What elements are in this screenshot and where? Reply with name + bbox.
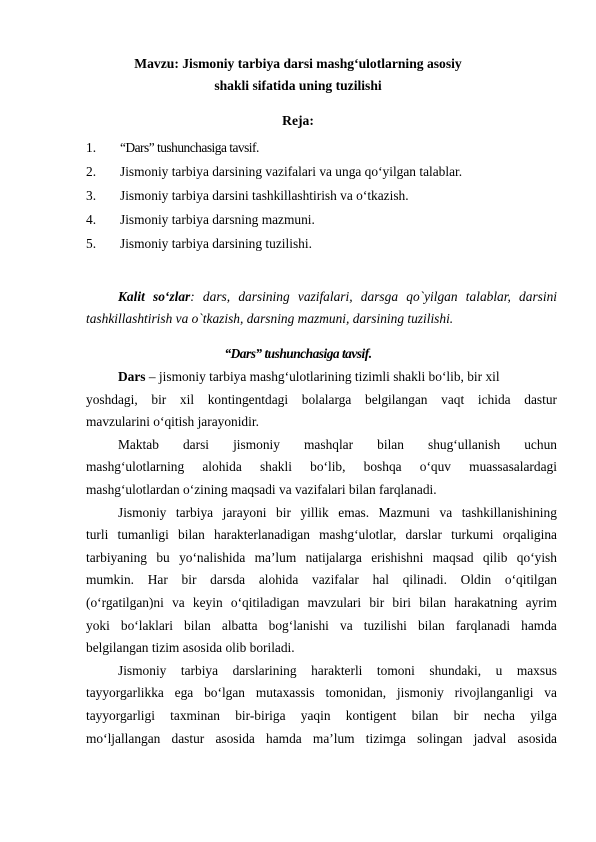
text-word: bu [156,549,170,565]
text-word: alohida [258,572,299,588]
text-line [86,660,557,683]
text-word: va [439,504,453,520]
plan-item-number: 5. [86,236,97,251]
body-text [86,366,557,750]
text-word: va [172,594,185,610]
text-word: qilib [482,549,508,565]
text-word: rivojlanganligi [454,685,534,701]
text-word: ma’lum [312,730,355,746]
section-title: “Dars” tushunchasiga tavsif. [224,346,372,361]
text-word: qo‘yish [516,549,557,565]
text-word: bilan [178,527,205,543]
text-word: o‘qitilgan [504,572,557,588]
title-line-1: Mavzu: Jismoniy tarbiya darsi mashg‘ulotlarning asosiy [134,56,462,71]
text-word: ichida [477,391,511,407]
text-line [86,434,557,457]
text-word: o‘quv [419,459,451,475]
text-line [86,682,557,705]
text-word: mutaxassis [255,685,315,701]
title-line-2: shakli sifatida uning tuzilishi [214,78,382,93]
text-word: bo‘lgan [204,685,245,701]
text-word: kontingentdagi [207,391,289,407]
text-word: jismoniy [396,685,444,701]
text-line [86,411,557,434]
text-word: bir [151,391,167,407]
text-word: solingan [417,730,463,746]
text-word: biri [392,594,412,610]
text-word: Har [147,572,168,588]
text-word: belgilangan [365,391,428,407]
text-word: farqlanadi [455,617,511,633]
text-word: u [495,662,503,678]
text-line-content: mashg‘ulotlardan o‘zining maqsadi va vazifalari bilan farqlanadi. [86,481,437,497]
text-word: tizimga [365,730,406,746]
text-word: alohida [202,459,242,475]
text-word: Jismoniy [118,504,167,520]
text-word: shug‘ullanish [428,436,501,452]
text-word: tarbiya [175,504,214,520]
text-line [86,366,557,389]
text-word: bir-biriga [235,707,286,723]
text-word: ma’lum [254,549,297,565]
text-word: Maktab [118,436,159,452]
text-word: hamda [266,730,302,746]
plan-item-text: Jismoniy tarbiya darsining tuzilishi. [120,236,312,251]
text-word: va [544,685,557,701]
text-word: bilan [419,594,447,610]
plan-item-number: 3. [86,188,97,203]
text-word: yillik [300,504,329,520]
text-word: Oldin [460,572,492,588]
text-word: Mazmuni [378,504,430,520]
text-word: harakterlanadigan [214,527,310,543]
plan-item [86,188,566,212]
text-word: asosida [517,730,557,746]
text-word: yoshdagi, [86,391,138,407]
plan-item-number: 2. [86,164,97,179]
text-word: hamda [521,617,557,633]
text-word: darsda [210,572,246,588]
text-word: emas. [338,504,370,520]
text-line [86,547,557,570]
text-word: kontigent [345,707,397,723]
text-word: tarbiya [180,662,219,678]
text-word: bilan [377,436,404,452]
text-word: Jismoniy [118,662,167,678]
text-word: o‘qitiladigan [230,594,300,610]
text-word: vazifalar [312,572,359,588]
text-word: yilga [530,707,557,723]
text-word: orqaligina [502,527,557,543]
text-word: mo‘ljallangan [86,730,161,746]
text-word: ayrim [525,594,557,610]
text-word: necha [483,707,515,723]
text-word: bo‘laklari [120,617,173,633]
text-word: bilan [417,617,445,633]
text-word: bir [181,572,197,588]
text-word: darsi [182,436,209,452]
text-word: bir [369,594,385,610]
text-word: jismoniy [233,436,280,452]
text-word: xil [179,391,195,407]
text-word: natijalarga [305,549,362,565]
text-word: tashkillanishining [461,504,557,520]
text-line-content: mavzularini o‘qitish jarayonidir. [86,414,259,430]
text-line [86,615,557,638]
plan-item [86,212,566,236]
text-line [86,592,557,615]
text-word: muassasalardagi [469,459,557,475]
plan-item-text: Jismoniy tarbiya darsning mazmuni. [120,212,315,227]
text-line [86,524,557,547]
text-word: turli [86,527,109,543]
text-line [86,479,557,502]
text-word: yaqin [300,707,331,723]
text-word: asosida [215,730,255,746]
text-line [86,637,557,660]
text-word: tuzilishi [363,617,407,633]
text-line [86,728,557,751]
text-word: erishishni [371,549,424,565]
text-word: bir [276,504,291,520]
plan-item [86,140,566,164]
text-word: qilinadi. [402,572,447,588]
text-word: darslar [405,527,442,543]
text-word: shakli [259,459,292,475]
text-line-content: – jismoniy tarbiya mashg‘ulotlarining tizimli shakli bo‘lib, bir xil [145,369,500,384]
text-word: vaqt [441,391,465,407]
text-word: va [340,617,353,633]
text-word: maxsus [516,662,557,678]
text-line [86,502,557,525]
text-word: harakatning [454,594,518,610]
text-line-content: belgilangan tizim asosida olib boriladi. [86,640,295,656]
text-word: dastur [171,730,205,746]
text-word: boshqa [363,459,402,475]
plan-item-text: Jismoniy tarbiya darsini tashkillashtirish va o‘tkazish. [120,188,409,203]
text-word: bolalarga [301,391,352,407]
text-word: mashg‘ulotlarning [86,459,185,475]
text-word: albatta [221,617,258,633]
text-word: uchun [524,436,557,452]
text-word: keyin [192,594,223,610]
text-word: maqsad [432,549,474,565]
text-word: ega [174,685,194,701]
plan-item [86,236,566,260]
text-word: yoki [86,617,110,633]
text-word: mashg‘ulotlar, [319,527,397,543]
text-word: bog‘lanishi [268,617,329,633]
dars-term: Dars [118,369,146,384]
text-line [86,456,557,479]
keywords-label: Kalit so‘zlar [118,289,191,304]
text-word: hal [372,572,389,588]
text-word: harakterli [311,662,363,678]
plan-item-number: 4. [86,212,97,227]
text-word: tayyorgarlikka [86,685,164,701]
plan-list [86,140,566,260]
text-word: dastur [524,391,557,407]
text-word: bilan [411,707,439,723]
text-word: jarayoni [222,504,267,520]
text-word: mumkin. [86,572,134,588]
plan-heading: Reja: [282,113,314,128]
text-word: bilan [184,617,211,633]
text-line [86,705,557,728]
text-line [86,389,557,412]
text-word: tumanligi [117,527,169,543]
plan-item-text: “Dars” tushunchasiga tavsif. [120,140,259,155]
text-word: (o‘rgatilgan)ni [86,594,164,610]
plan-item-number: 1. [86,140,97,155]
text-word: mashqlar [304,436,354,452]
keywords-text: : dars, darsining vazifalari, darsga qo`yilgan talablar, darsini tashkillashtirish va o`tkazish, darsning mazmuni, darsining tuzilishi. [86,289,558,326]
text-word: yo‘nalishida [179,549,246,565]
text-word: jadval [473,730,507,746]
text-word: taxminan [170,707,220,723]
text-word: bo‘lib, [310,459,346,475]
text-word: tayyorgarligi [86,707,155,723]
keywords-paragraph [86,286,557,330]
plan-item-text: Jismoniy tarbiya darsining vazifalari va unga qo‘yilgan talablar. [120,164,463,179]
text-word: turkumi [451,527,494,543]
text-word: tomoni [376,662,415,678]
text-line [86,569,557,592]
text-word: shundaki, [429,662,482,678]
text-word: mavzulari [307,594,362,610]
text-word: darslarining [232,662,297,678]
plan-item [86,164,566,188]
text-word: tarbiyaning [86,549,147,565]
text-word: bir [453,707,469,723]
text-word: tomonidan, [325,685,387,701]
